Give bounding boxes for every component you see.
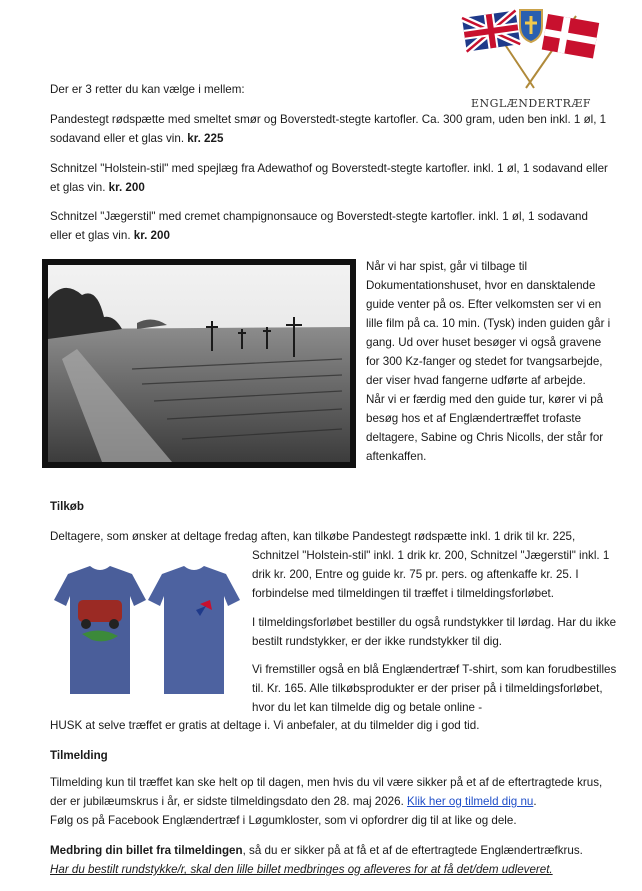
billet-note: Har du bestilt rundstykke/r, skal den lille billet medbringes og afleveres for at få det/dem udleveret.	[50, 863, 553, 876]
tilmelding-paragraph: Tilmelding kun til træffet kan ske helt op til dagen, men hvis du vil være sikker på et af de eftertragtede krus, der er jubilæumskrus i år, er sidste tilmeldingsdato den 28. maj 2026. Klik her og tilmeld dig nu.	[50, 776, 603, 808]
dish-3	[50, 207, 610, 245]
tilkob-line-1: Deltagere, som ønsker at deltage fredag aften, kan tilkøbe Pandestegt rødspætte inkl. 1 drik til kr. 225,	[50, 530, 576, 543]
tilkob-heading: Tilkøb	[50, 500, 84, 513]
signup-link[interactable]: Klik her og tilmeld dig nu	[407, 795, 534, 808]
tilmelding-text: Tilmelding kun til træffet kan ske helt op til dagen, men hvis du vil være sikker på et af de eftertragtede krus, der er jubilæumskrus i år, er sidste tilmeldingsdato den 28. maj 2026.	[50, 776, 603, 808]
englaendertraef-logo	[456, 4, 606, 108]
facebook-paragraph: Følg os på Facebook Englændertræf i Løgumkloster, som vi opfordrer dig til at like og dele.	[50, 814, 517, 827]
dish-3-price: kr. 200	[133, 229, 170, 242]
dish-1-price: kr. 225	[187, 132, 224, 145]
rundstykker-paragraph: I tilmeldingsforløbet bestiller du også rundstykker til lørdag. Har du ikke bestilt rundstykker, er der ikke rundstykker til dig.	[252, 616, 617, 648]
medbring-paragraph	[50, 841, 620, 860]
dish-1	[50, 110, 610, 148]
tshirt-paragraph: Vi fremstiller også en blå Englændertræf T-shirt, som kan forudbestilles til. Kr. 165. Alle tilkøbsprodukter er der priser på i tilmeldingsforløbet, hvor du let kan tilmelde dig og betale online -	[252, 663, 617, 714]
tshirt-image	[50, 560, 246, 700]
graves-photo	[42, 259, 356, 468]
dish-2-price: kr. 200	[108, 181, 145, 194]
crossed-flags-icon	[456, 4, 606, 94]
tilmelding-heading: Tilmelding	[50, 749, 108, 762]
dish-1-desc: Pandestegt rødspætte med smeltet smør og Boverstedt-stegte kartofler. Ca. 300 gram, uden ben inkl. 1 øl, 1 sodavand eller et glas vin.	[50, 113, 607, 145]
intro-text: Der er 3 retter du kan vælge i mellem:	[50, 83, 245, 96]
medbring-rest: , så du er sikker på at få et af de eftertragtede Englændertræfkrus.	[242, 844, 583, 857]
dish-2-desc: Schnitzel "Holstein-stil" med spejlæg fra Adewathof og Boverstedt-stegte kartofler. inkl. 1 øl, 1 sodavand eller et glas vin.	[50, 162, 608, 194]
tilkob-wrap-paragraph: Schnitzel "Holstein-stil" inkl. 1 drik kr. 200, Schnitzel "Jægerstil" inkl. 1 drik kr. 200, Entre og guide kr. 75 pr. pers. og aftenkaffe kr. 25. I forbindelse med tilmeldingen til træffet i tilmeldingsforløbet.	[252, 549, 610, 600]
medbring-bold: Medbring din billet fra tilmeldingen	[50, 844, 243, 857]
husk-paragraph: HUSK at selve træffet er gratis at deltage i. Vi anbefaler, at du tilmelder dig i god tid.	[50, 719, 480, 732]
dish-2	[50, 159, 610, 197]
logo-text: ENGLÆNDERTRÆF	[470, 97, 592, 110]
dish-3-desc: Schnitzel "Jægerstil" med cremet champignonsauce og Boverstedt-stegte kartofler. inkl. 1 øl, 1 sodavand eller et glas vin.	[50, 210, 588, 242]
aftenkaffe-paragraph: Når vi er færdig med den guide tur, kører vi på besøg hos et af Englændertræffet trofaste deltagere, Sabine og Chris Nicolls, der står for aftenkaffen.	[366, 393, 604, 463]
documentation-paragraph: Når vi har spist, går vi tilbage til Dokumentationshuset, hvor en dansktalende guide venter på os. Efter velkomsten ser vi en lille film på ca. 10 min. (Tysk) inden guiden går i gang. Ud over huset besøger vi også gravene for 300 Kz-fanger og stedet for tvangsarbejde, der viser hvad fangerne udførte af arbejde.	[366, 260, 611, 387]
